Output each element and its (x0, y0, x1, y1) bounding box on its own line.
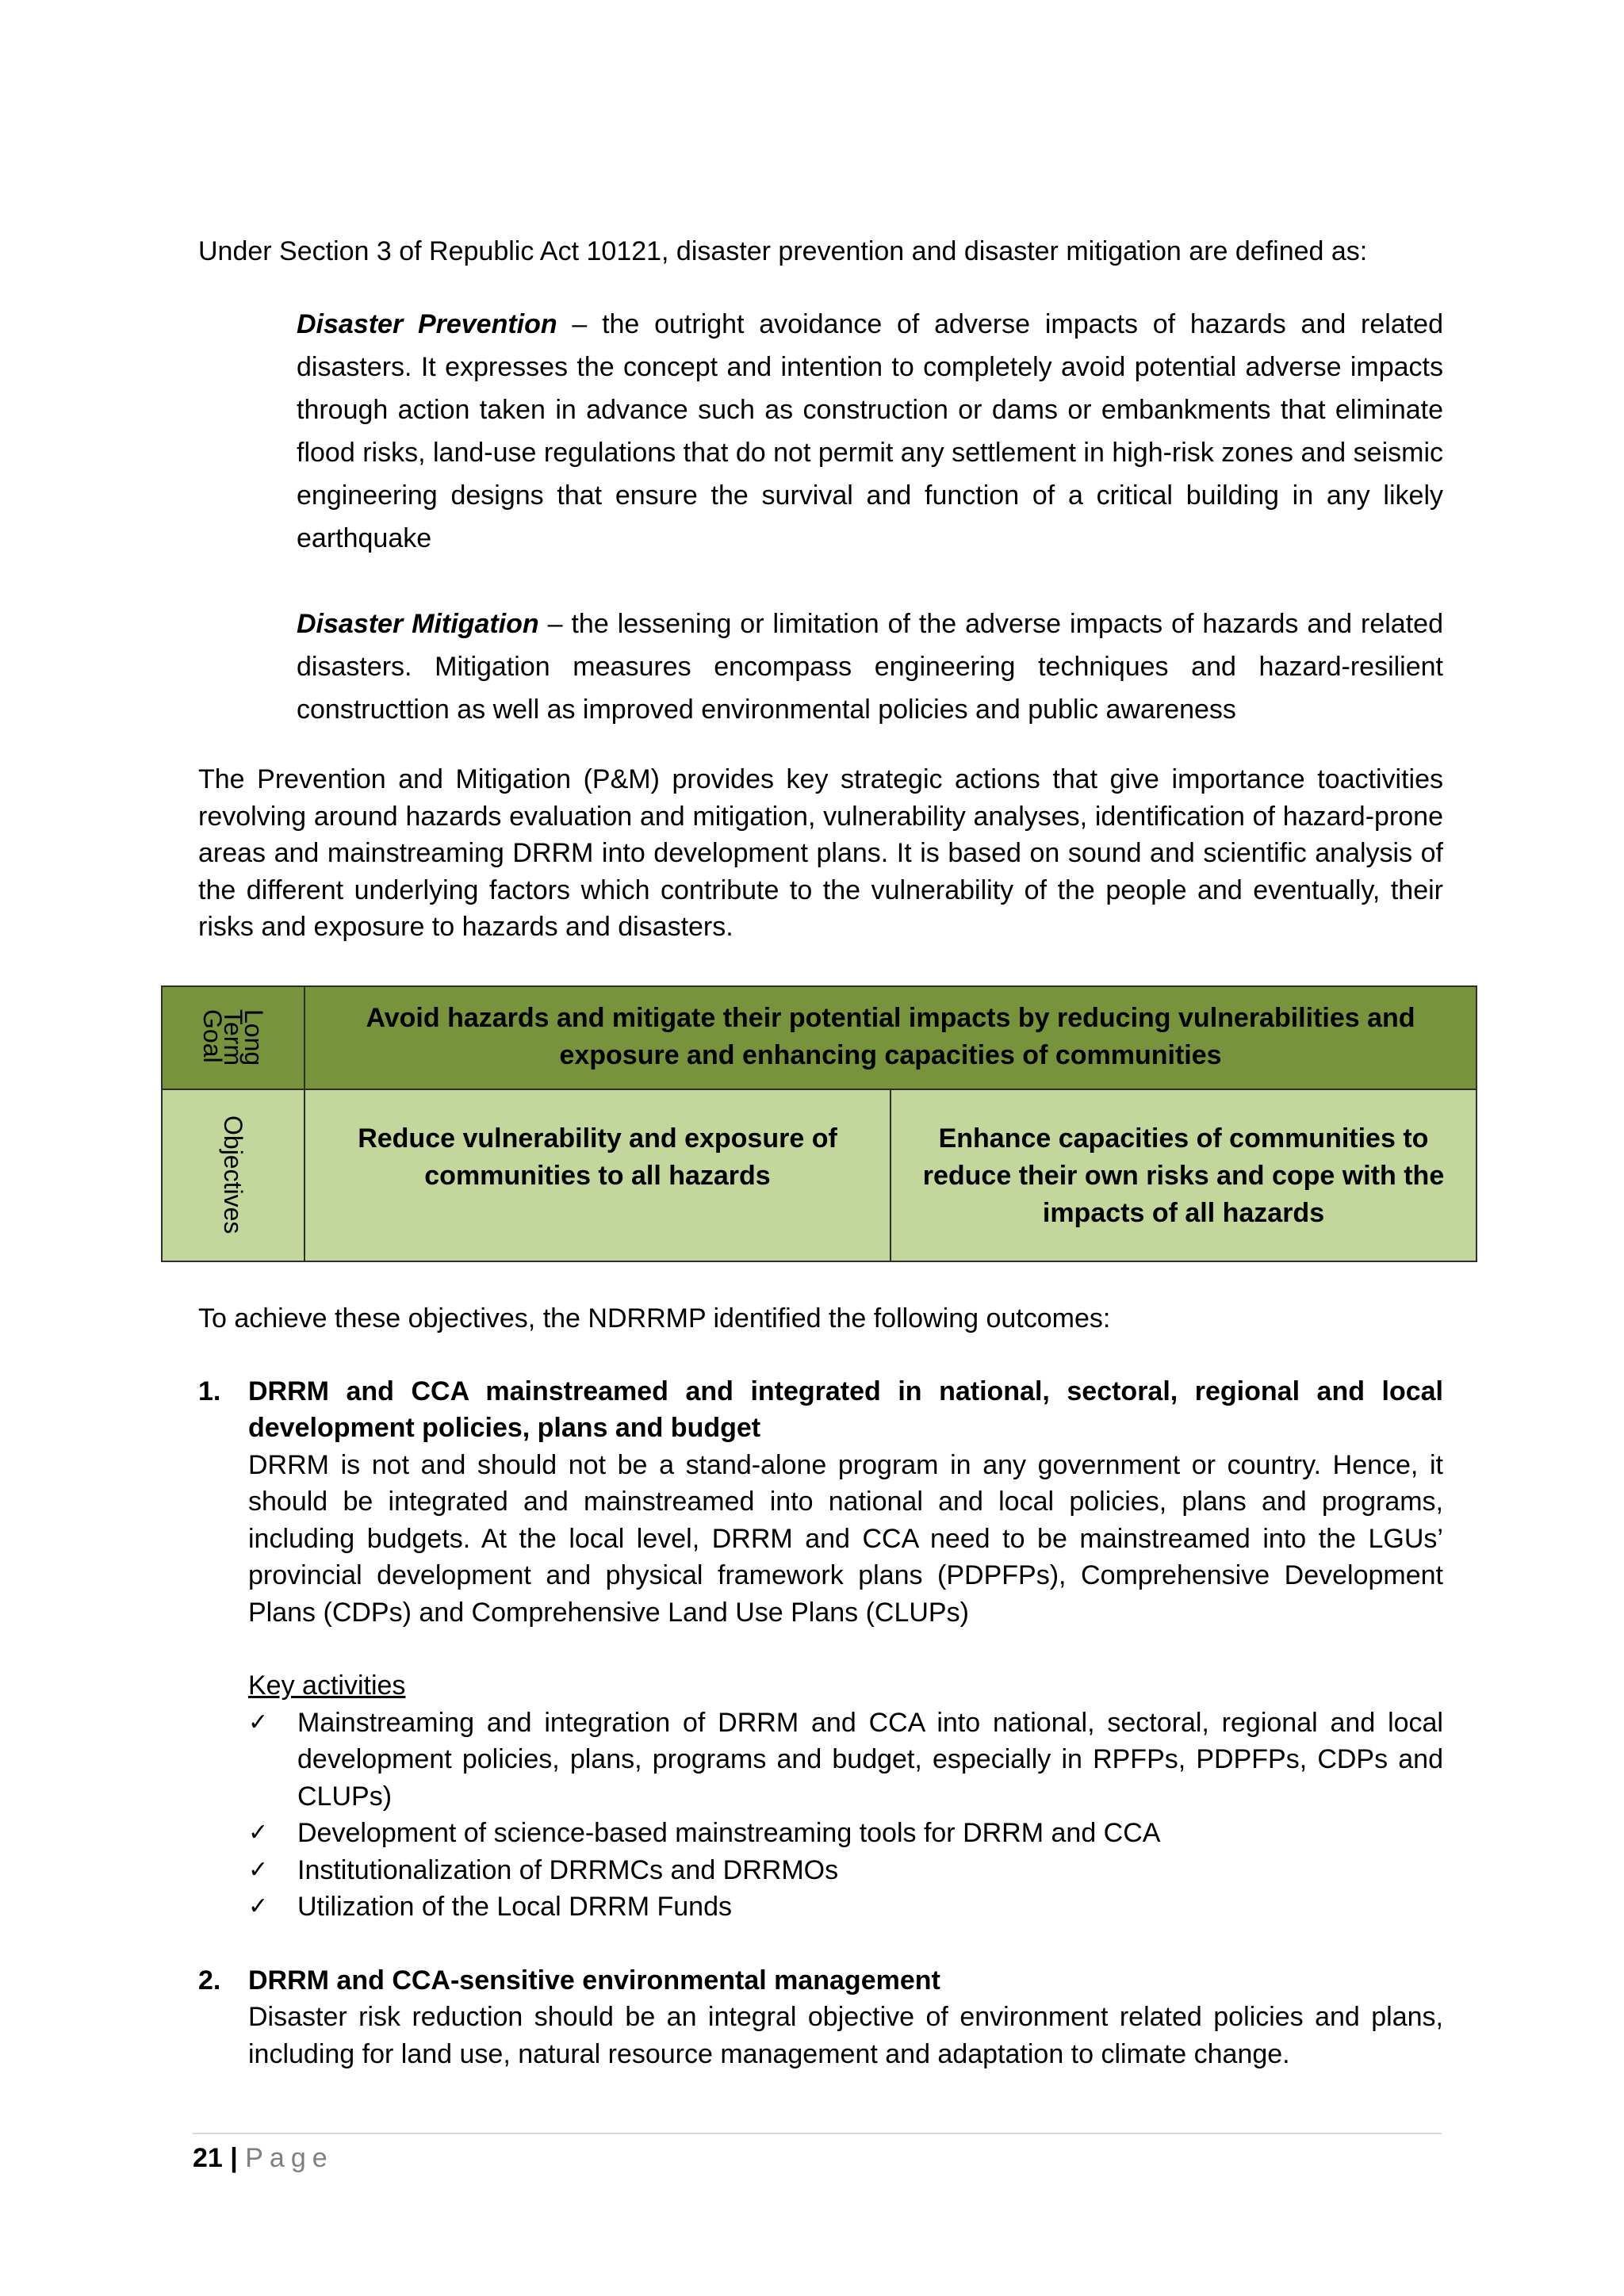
activity-text: Institutionalization of DRRMCs and DRRMOs (297, 1854, 839, 1885)
outcome-number: 1. (198, 1376, 221, 1406)
page-word: Page (245, 2143, 334, 2173)
outcome-title: DRRM and CCA-sensitive environmental management (248, 1965, 940, 1996)
outcome-1 (198, 1373, 1443, 1926)
definition-term: Disaster Prevention (297, 309, 557, 339)
page-number: 21 (193, 2143, 223, 2173)
document-page (198, 230, 1443, 2072)
outcome-body: DRRM is not and should not be a stand-alone program in any government or country. Hence, it should be integrated and mainstreamed into national and local policies, plans and programs, including budgets. At the local level, DRRM and CCA need to be mainstreamed into the LGUs’ provincial development and physical framework plans (PDPFPs), Comprehensive Development Plans (CDPs) and Comprehensive Land Use Plans (CLUPs) (248, 1449, 1443, 1628)
outcome-body: Disaster risk reduction should be an integral objective of environment related policies and plans, including for land use, natural resource management and adaptation to climate change. (248, 2002, 1443, 2069)
goal-row (163, 987, 1476, 1089)
definition-term: Disaster Mitigation (297, 609, 539, 639)
page-footer (193, 2133, 1442, 2175)
check-icon: ✓ (248, 1892, 269, 1920)
objective-text-line: reduce their own risks and cope with the (922, 1160, 1445, 1191)
key-activities-list (248, 1705, 1443, 1926)
goal-label-cell (163, 987, 305, 1089)
outcome-2 (198, 1962, 1443, 2073)
page-separator: | (230, 2143, 238, 2173)
list-item (248, 1888, 1443, 1926)
definition-prevention (297, 303, 1443, 560)
key-activities-label: Key activities (248, 1670, 406, 1701)
activity-text: Mainstreaming and integration of DRRM and CCA into national, sectoral, regional and local development policies, plans, programs and budget, especially in RPFPs, PDPFPs, CDPs and CLUPs) (297, 1707, 1443, 1812)
goal-text-line: Avoid hazards and mitigate their potential impacts by reducing vulnerabilities and (366, 1002, 1415, 1033)
objective-text-line: impacts of all hazards (1042, 1197, 1325, 1228)
intro-paragraph: Under Section 3 of Republic Act 10121, disaster prevention and disaster mitigation are defined as: (198, 236, 1368, 266)
goal-objectives-table (161, 985, 1477, 1262)
list-item (248, 1815, 1443, 1852)
goal-text-line: exposure and enhancing capacities of communities (559, 1039, 1222, 1070)
objectives-row (163, 1089, 1476, 1261)
goal-label: Long Term Goal (198, 1008, 268, 1066)
list-item (248, 1705, 1443, 1816)
activity-text: Utilization of the Local DRRM Funds (297, 1892, 733, 1922)
check-icon: ✓ (248, 1819, 269, 1846)
list-item (248, 1852, 1443, 1889)
outcomes-intro: To achieve these objectives, the NDRRMP identified the following outcomes: (198, 1303, 1111, 1334)
objective-cell-2 (891, 1090, 1476, 1261)
outcome-title: DRRM and CCA mainstreamed and integrated in national, sectoral, regional and local development policies, plans and budget (248, 1376, 1443, 1443)
outcome-number: 2. (198, 1965, 221, 1996)
definition-mitigation (297, 603, 1443, 731)
objective-text-line: communities to all hazards (424, 1160, 771, 1191)
objective-text-line: Reduce vulnerability and exposure of (358, 1123, 837, 1154)
goal-cell (305, 987, 1476, 1089)
check-icon: ✓ (248, 1855, 269, 1884)
activity-text: Development of science-based mainstreaming tools for DRRM and CCA (297, 1818, 1161, 1848)
pm-paragraph: The Prevention and Mitigation (P&M) provides key strategic actions that give importance toactivities revolving around hazards evaluation and mitigation, vulnerability analyses, identification of hazard-prone areas and mainstreaming DRRM into development plans. It is based on sound and scientific analysis of the different underlying factors which contribute to the vulnerability of the people and eventually, their risks and exposure to hazards and disasters. (198, 764, 1443, 942)
check-icon: ✓ (248, 1708, 269, 1736)
objective-text-line: Enhance capacities of communities to (938, 1123, 1429, 1154)
objectives-label: Objectives (219, 1115, 247, 1234)
definition-text: – the lessening or limitation of the adverse impacts of hazards and related disasters. Mitigation measures encompass engineering techniques and hazard-resilient constructtion as well as improved environmental policies and public awareness (297, 609, 1443, 725)
definition-text: – the outright avoidance of adverse impacts of hazards and related disasters. It expresses the concept and intention to completely avoid potential adverse impacts through action taken in advance such as construction or dams or embankments that eliminate flood risks, land-use regulations that do not permit any settlement in high-risk zones and seismic engineering designs that ensure the survival and function of a critical building in any likely earthquake (297, 309, 1443, 553)
objectives-label-cell (163, 1090, 305, 1261)
objective-cell-1 (305, 1090, 891, 1261)
